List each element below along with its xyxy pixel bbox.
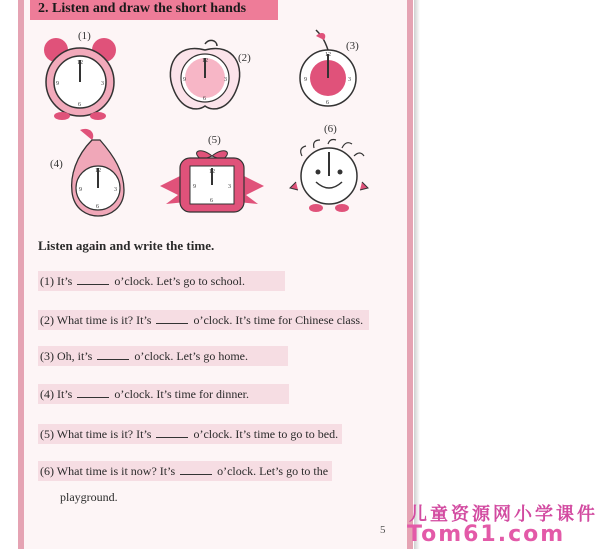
answer-blank[interactable] xyxy=(156,323,188,324)
svg-text:6: 6 xyxy=(78,102,81,108)
svg-text:6: 6 xyxy=(96,204,99,210)
question-text: It’s xyxy=(57,387,73,401)
answer-blank[interactable] xyxy=(77,397,109,398)
question-text: Oh, it’s xyxy=(57,349,93,363)
clock-6-label: (6) xyxy=(324,123,337,135)
question-6 xyxy=(38,464,332,479)
question-num: (2) xyxy=(40,313,54,327)
svg-text:12: 12 xyxy=(77,60,83,66)
question-text: What time is it now? It’s xyxy=(56,464,176,478)
answer-blank[interactable] xyxy=(97,359,129,360)
answer-blank[interactable] xyxy=(156,437,188,438)
question-text: o’clock. It’s time for dinner. xyxy=(114,387,249,401)
watermark-en: Tom61.com xyxy=(407,522,566,547)
question-num: (1) xyxy=(40,274,54,288)
svg-text:12: 12 xyxy=(95,168,101,174)
clock-6-sun-face xyxy=(288,138,370,214)
clock-3-label: (3) xyxy=(346,40,359,52)
svg-text:9: 9 xyxy=(56,81,59,87)
clock-5-label: (5) xyxy=(208,134,221,146)
question-text: o’clock. Let’s go to the xyxy=(217,464,329,478)
page-shadow xyxy=(414,0,420,549)
page-number: 5 xyxy=(380,524,386,536)
question-text: It’s xyxy=(57,274,73,288)
section-2-title: Listen again and write the time. xyxy=(38,238,215,253)
clock-2-label: (2) xyxy=(238,52,251,64)
question-2 xyxy=(38,313,369,328)
question-1 xyxy=(38,274,285,289)
question-num: (6) xyxy=(40,464,54,478)
svg-text:6: 6 xyxy=(326,100,329,106)
watermark-cn: 儿童资源网小学课件 xyxy=(409,504,598,525)
svg-text:3: 3 xyxy=(224,77,227,83)
svg-text:9: 9 xyxy=(183,77,186,83)
question-text: o’clock. It’s time to go to bed. xyxy=(193,427,339,441)
clock-3-cherry xyxy=(294,28,362,108)
svg-text:12: 12 xyxy=(325,52,331,58)
question-text: o’clock. Let’s go to school. xyxy=(114,274,245,288)
question-6-continuation: playground. xyxy=(60,490,118,504)
svg-text:3: 3 xyxy=(228,184,231,190)
svg-text:3: 3 xyxy=(101,81,104,87)
svg-text:6: 6 xyxy=(203,96,206,102)
svg-text:3: 3 xyxy=(114,187,117,193)
answer-blank[interactable] xyxy=(180,474,212,475)
answer-blank[interactable] xyxy=(77,284,109,285)
svg-text:9: 9 xyxy=(304,77,307,83)
question-4 xyxy=(38,387,289,402)
svg-text:6: 6 xyxy=(210,198,213,204)
clock-5-gift xyxy=(156,146,268,216)
question-3 xyxy=(38,349,288,364)
svg-text:9: 9 xyxy=(193,184,196,190)
question-text: What time is it? It’s xyxy=(56,313,152,327)
question-text: o’clock. Let’s go home. xyxy=(134,349,248,363)
clock-1-bear xyxy=(42,36,118,120)
svg-text:3: 3 xyxy=(348,77,351,83)
question-num: (5) xyxy=(40,427,54,441)
question-text: o’clock. It’s time for Chinese class. xyxy=(193,313,364,327)
question-num: (3) xyxy=(40,349,54,363)
svg-text:12: 12 xyxy=(202,58,208,64)
clock-2-apple xyxy=(165,38,245,114)
question-text: What time is it? It’s xyxy=(56,427,152,441)
question-5 xyxy=(38,427,342,442)
clock-1-label: (1) xyxy=(78,30,91,42)
svg-text:9: 9 xyxy=(79,187,82,193)
clock-4-pear xyxy=(66,126,128,218)
svg-text:12: 12 xyxy=(209,169,215,175)
question-num: (4) xyxy=(40,387,54,401)
section-header: 2. Listen and draw the short hands xyxy=(30,0,278,20)
watermark-logo xyxy=(395,498,600,549)
clock-4-label: (4) xyxy=(50,158,63,170)
